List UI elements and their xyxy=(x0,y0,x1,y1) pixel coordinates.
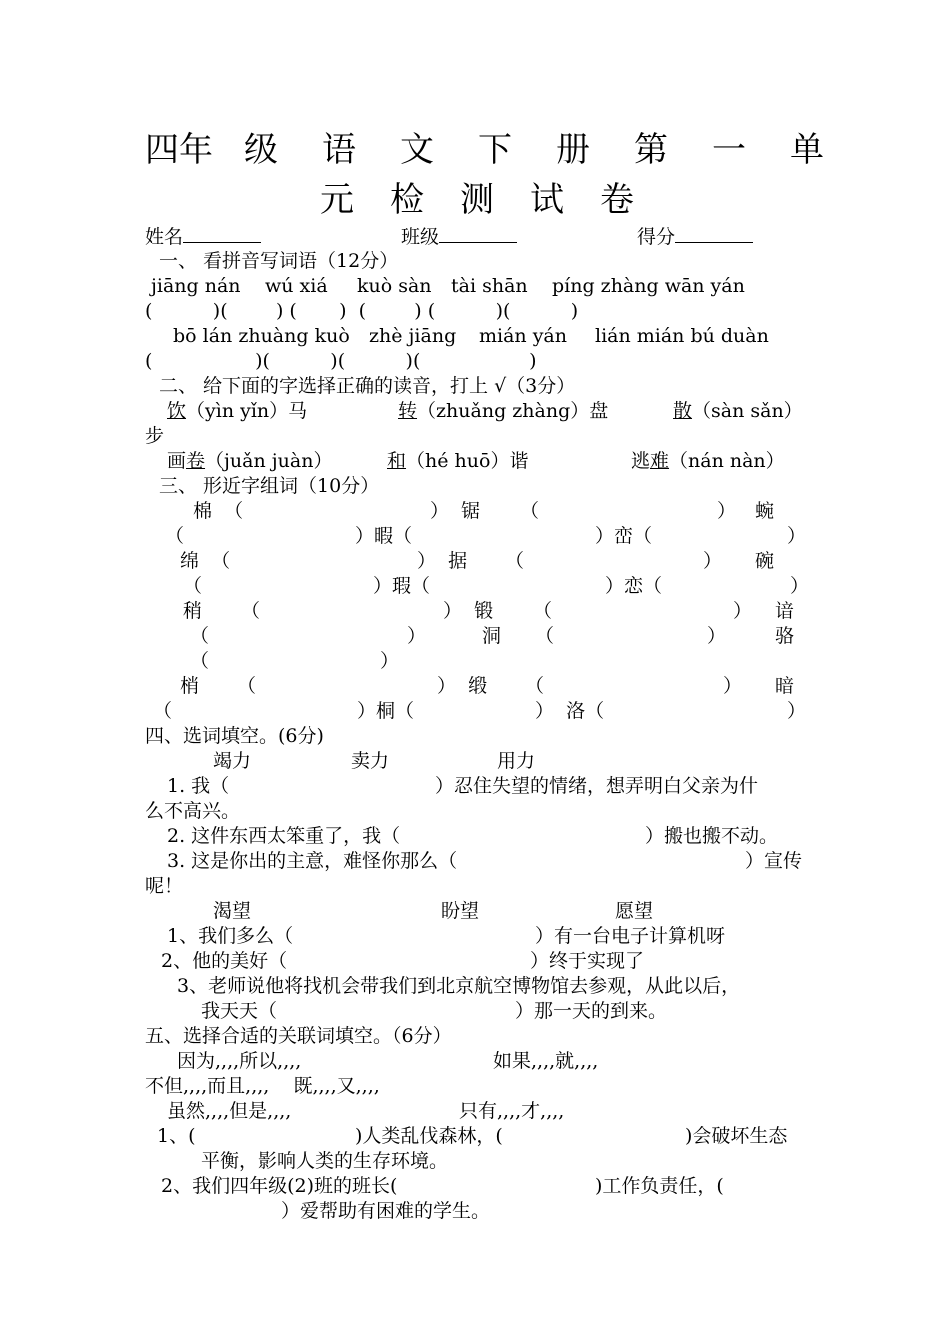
similar-char-cell: 暗 xyxy=(775,675,795,697)
similar-char-row xyxy=(145,549,810,574)
pinyin-item: wú xiá xyxy=(265,275,328,297)
title-char: 第 xyxy=(634,130,668,170)
reading-options[interactable]: （zhuǎng zhàng）盘 xyxy=(417,400,609,422)
similar-char-cell[interactable]: ）瑕（ xyxy=(373,575,431,597)
class-blank[interactable] xyxy=(439,224,517,243)
similar-char-cell: 谙 xyxy=(775,600,795,622)
similar-char-cell[interactable]: （ xyxy=(153,700,173,722)
similar-char-cell[interactable]: 棉 （ xyxy=(193,500,244,522)
similar-char-cell: ） xyxy=(733,600,753,622)
target-char: 转 xyxy=(398,400,418,422)
question-text: ）有一台电子计算机呀 xyxy=(535,925,726,947)
similar-char-cell[interactable]: ）峦（ xyxy=(595,525,653,547)
similar-char-cell[interactable]: （ xyxy=(535,625,555,647)
similar-char-cell: 梢 xyxy=(180,675,200,697)
question-text: 2、我们四年级(2)班的班长( xyxy=(161,1175,398,1197)
conjunction-choice: 只有,,,,才,,,, xyxy=(459,1100,565,1122)
reading-options[interactable]: （sàn sǎn） xyxy=(692,400,803,422)
similar-char-cell: ） 据 xyxy=(417,550,468,572)
title-char: 文 xyxy=(400,130,434,170)
title-char: 卷 xyxy=(600,180,634,220)
pinyin-item: zhè jiāng xyxy=(369,325,457,347)
reading-row-1 xyxy=(145,399,810,424)
similar-char-cell[interactable]: （ xyxy=(520,500,540,522)
similar-char-row xyxy=(145,499,810,524)
title-char: 级 xyxy=(244,130,278,170)
title-char: 册 xyxy=(556,130,590,170)
similar-char-cell[interactable]: （ xyxy=(237,675,257,697)
reading-row-2 xyxy=(145,449,810,474)
title-char: 元 xyxy=(320,180,354,220)
question-text: 2、他的美好（ xyxy=(161,950,288,972)
similar-char-cell: ） xyxy=(407,625,427,647)
question-4-6 xyxy=(145,974,810,999)
conjunction-choices-2 xyxy=(145,1099,810,1124)
similar-char-cell: ） 锯 xyxy=(430,500,481,522)
question-4-1 xyxy=(145,774,810,799)
question-text: 我天天（ xyxy=(201,1000,278,1022)
target-char: 散 xyxy=(673,400,693,422)
title-char: 四年 xyxy=(145,130,213,170)
question-4-3 xyxy=(145,849,810,874)
exam-title-line1 xyxy=(145,125,824,175)
similar-char-cell: ） 缎 xyxy=(437,675,488,697)
similar-char-cell: ） 锻 xyxy=(443,600,494,622)
title-char: 单 xyxy=(790,130,824,170)
target-char: 难 xyxy=(650,450,670,472)
exam-title-line2 xyxy=(145,175,810,225)
question-text: 1、我们多么（ xyxy=(167,925,294,947)
target-char: 和 xyxy=(387,450,407,472)
word-choice: 渴望 xyxy=(213,900,252,922)
title-char: 下 xyxy=(478,130,512,170)
question-text: 3. 这是你出的主意，难怪你那么（ xyxy=(167,850,458,872)
title-char: 检 xyxy=(390,180,424,220)
title-char: 一 xyxy=(712,130,746,170)
similar-char-cell: ） xyxy=(787,700,807,722)
answer-parentheses-row-1[interactable]: ( )( ) ( ) ( ) ( )( ) xyxy=(145,300,579,322)
pinyin-item: kuò sàn xyxy=(357,275,432,297)
pinyin-item: lián mián bú duàn xyxy=(595,325,769,347)
question-text: ）宣传 xyxy=(745,850,803,872)
answer-parentheses-row-2[interactable]: ( )( )( )( ) xyxy=(145,350,537,372)
conjunction-choice: 因为,,,,所以,,,, xyxy=(177,1050,302,1072)
question-text: 1、( xyxy=(157,1125,196,1147)
question-4-5 xyxy=(145,949,810,974)
question-text: ）忍住失望的情绪，想弄明白父亲为什 xyxy=(435,775,759,797)
conjunction-choices-1 xyxy=(145,1049,810,1074)
word-choice: 卖力 xyxy=(351,750,390,772)
similar-char-cell: 洞 xyxy=(482,625,502,647)
target-char: 卷 xyxy=(186,450,206,472)
similar-char-cell[interactable]: 绵 （ xyxy=(180,550,231,572)
section4-heading: 四、选词填空。(6分) xyxy=(145,725,324,747)
question-text: 平衡，影响人类的生存环境。 xyxy=(201,1150,449,1172)
question-text: )会破坏生态 xyxy=(685,1125,788,1147)
similar-char-cell: 蜿 xyxy=(755,500,775,522)
similar-char-row xyxy=(145,524,810,549)
question-text: 1. 我（ xyxy=(167,775,230,797)
reading-options[interactable]: （hé huō）谐 xyxy=(406,450,529,472)
similar-char-row xyxy=(145,599,810,624)
similar-char-cell[interactable]: （ xyxy=(183,575,203,597)
reading-options[interactable]: （nán nàn） xyxy=(669,450,785,472)
pinyin-item: mián yán xyxy=(479,325,567,347)
conjunction-choice: 不但,,,,而且,,,, 既,,,,又,,,, xyxy=(145,1075,380,1097)
word-choices-2 xyxy=(145,899,810,924)
name-label: 姓名 xyxy=(145,226,184,248)
similar-char-cell[interactable]: （ xyxy=(190,650,210,672)
similar-char-cell: ） xyxy=(717,500,737,522)
name-blank[interactable] xyxy=(183,224,261,243)
question-5-2 xyxy=(145,1174,810,1199)
question-text: 2. 这件东西太笨重了，我（ xyxy=(167,825,401,847)
pinyin-item: tài shān xyxy=(451,275,528,297)
similar-char-cell[interactable]: ）暇（ xyxy=(355,525,413,547)
conjunction-choice: 虽然,,,,但是,,,, xyxy=(167,1100,292,1122)
pinyin-item: bō lán zhuàng kuò xyxy=(173,325,350,347)
similar-char-cell[interactable]: （ xyxy=(505,550,525,572)
similar-char-cell: ） xyxy=(707,625,727,647)
word-choices-1 xyxy=(145,749,810,774)
section3-heading: 三、 形近字组词（10分） xyxy=(159,475,380,497)
similar-char-cell: ） xyxy=(790,575,810,597)
similar-char-cell: ） xyxy=(380,650,400,672)
similar-char-cell[interactable]: ）桐（ xyxy=(357,700,415,722)
pinyin-row-2 xyxy=(145,324,810,349)
pinyin-item: jiāng nán xyxy=(151,275,241,297)
question-text: 3、老师说他将找机会带我们到北京航空博物馆去参观，从此以后， xyxy=(177,975,741,997)
wrapped-char: 步 xyxy=(145,425,165,447)
score-blank[interactable] xyxy=(675,224,753,243)
similar-char-cell: 碗 xyxy=(755,550,775,572)
pinyin-row-1 xyxy=(145,274,810,299)
similar-char-cell[interactable]: （ xyxy=(525,675,545,697)
section2-heading: 二、 给下面的字选择正确的读音，打上 √（3分） xyxy=(159,375,576,397)
question-text: 呢！ xyxy=(145,875,184,897)
similar-char-cell: 骆 xyxy=(775,625,795,647)
similar-char-cell[interactable]: ） 洛（ xyxy=(535,700,605,722)
title-char: 语 xyxy=(322,130,356,170)
similar-char-cell[interactable]: （ xyxy=(165,525,185,547)
similar-char-cell[interactable]: （ xyxy=(190,625,210,647)
similar-char-cell[interactable]: （ xyxy=(241,600,261,622)
similar-char-row xyxy=(145,649,810,674)
section1-heading: 一、 看拼音写词语（12分） xyxy=(159,250,399,272)
student-info-line xyxy=(145,224,810,249)
similar-char-row xyxy=(145,674,810,699)
reading-options[interactable]: （yìn yǐn）马 xyxy=(186,400,308,422)
similar-char-cell: ） xyxy=(723,675,743,697)
word-prefix: 逃 xyxy=(631,450,651,472)
similar-char-row xyxy=(145,624,810,649)
word-prefix: 画 xyxy=(167,450,187,472)
similar-char-row xyxy=(145,699,810,724)
similar-char-cell: ） xyxy=(787,525,807,547)
word-choice: 愿望 xyxy=(615,900,654,922)
question-text: ）搬也搬不动。 xyxy=(645,825,779,847)
similar-char-cell: ） xyxy=(703,550,723,572)
question-text: ）爱帮助有困难的学生。 xyxy=(281,1200,491,1222)
title-char: 试 xyxy=(530,180,564,220)
section5-heading: 五、选择合适的关联词填空。（6分） xyxy=(145,1025,452,1047)
similar-char-cell[interactable]: （ xyxy=(533,600,553,622)
similar-char-cell: 稍 xyxy=(183,600,203,622)
question-text: )人类乱伐森林，( xyxy=(355,1125,503,1147)
question-text: ）终于实现了 xyxy=(530,950,645,972)
question-text: ）那一天的到来。 xyxy=(515,1000,668,1022)
similar-char-cell[interactable]: ）恋（ xyxy=(605,575,663,597)
question-4-4 xyxy=(145,924,810,949)
word-choice: 用力 xyxy=(497,750,536,772)
question-4-2 xyxy=(145,824,810,849)
conjunction-choice: 如果,,,,就,,,, xyxy=(493,1050,599,1072)
similar-char-row xyxy=(145,574,810,599)
reading-options[interactable]: （juǎn juàn） xyxy=(205,450,333,472)
question-5-1 xyxy=(145,1124,810,1149)
word-choice: 竭力 xyxy=(213,750,252,772)
word-choice: 盼望 xyxy=(441,900,480,922)
target-char: 饮 xyxy=(167,400,187,422)
question-text: )工作负责任，( xyxy=(595,1175,724,1197)
class-label: 班级 xyxy=(401,226,440,248)
question-text: 么不高兴。 xyxy=(145,800,241,822)
score-label: 得分 xyxy=(637,226,676,248)
pinyin-item: píng zhàng wān yán xyxy=(552,275,745,297)
title-char: 测 xyxy=(460,180,494,220)
